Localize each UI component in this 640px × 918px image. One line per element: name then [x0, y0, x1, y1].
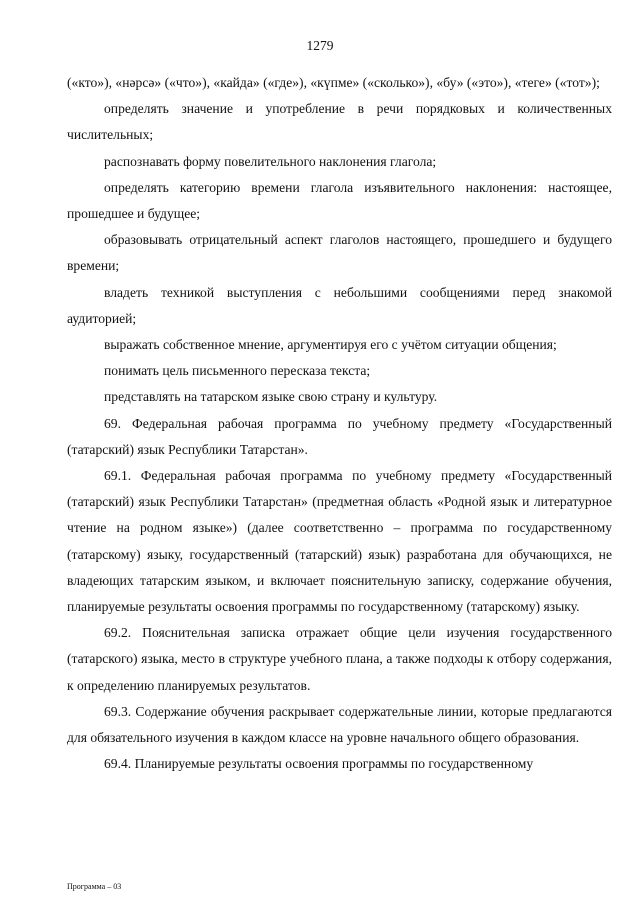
paragraph: определять значение и употребление в речи порядковых и количественных числительных; — [67, 101, 612, 143]
document-body — [67, 70, 612, 777]
page-number: 1279 — [306, 38, 334, 53]
paragraph: владеть техникой выступления с небольшими сообщениями перед знакомой аудиторией; — [67, 284, 612, 326]
paragraph: выражать собственное мнение, аргументируя его с учётом ситуации общения; — [104, 337, 557, 353]
paragraph: представлять на татарском языке свою страну и культуру. — [104, 389, 438, 405]
paragraph-69-4: 69.4. Планируемые результаты освоения программы по государственному — [104, 756, 534, 772]
paragraph: определять категорию времени глагола изъявительного наклонения: настоящее, прошедшее и будущее; — [67, 179, 612, 222]
paragraph-69-2: 69.2. Пояснительная записка отражает общие цели изучения государственного (татарского) языка, место в структуре учебного плана, а также подходы к отбору содержания, к определению планируемых результатов. — [67, 625, 612, 693]
paragraph-69-3: 69.3. Содержание обучения раскрывает содержательные линии, которые предлагаются для обязательного изучения в каждом классе на уровне начального общего образования. — [67, 703, 612, 746]
paragraph: распознавать форму повелительного наклонения глагола; — [104, 153, 437, 169]
paragraph-continuation: («кто»), «нәрсә» («что»), «кайда» («где»), «күпме» («сколько»), «бу» («это»), «теге» («тот»); — [67, 75, 600, 90]
paragraph-69-1: 69.1. Федеральная рабочая программа по учебному предмету «Государственный (татарский) язык Республики Татарстан» (предметная область «Родной язык и литературное чтение на родном языке») (далее соответственно – программа по государственному (татарскому) языку, государственный (татарский) язык) разработана для обучающихся, не владеющих татарским языком, и включает пояснительную записку, содержание обучения, планируемые результаты освоения программы по государственному (татарскому) языку. — [67, 468, 612, 615]
section-heading-69: 69. Федеральная рабочая программа по учебному предмету «Государственный (татарский) язык Республики Татарстан». — [67, 415, 612, 457]
paragraph: образовывать отрицательный аспект глаголов настоящего, прошедшего и будущего времени; — [67, 232, 612, 274]
footer-label: Программа – 03 — [67, 882, 122, 891]
paragraph: понимать цель письменного пересказа текста; — [104, 363, 371, 379]
